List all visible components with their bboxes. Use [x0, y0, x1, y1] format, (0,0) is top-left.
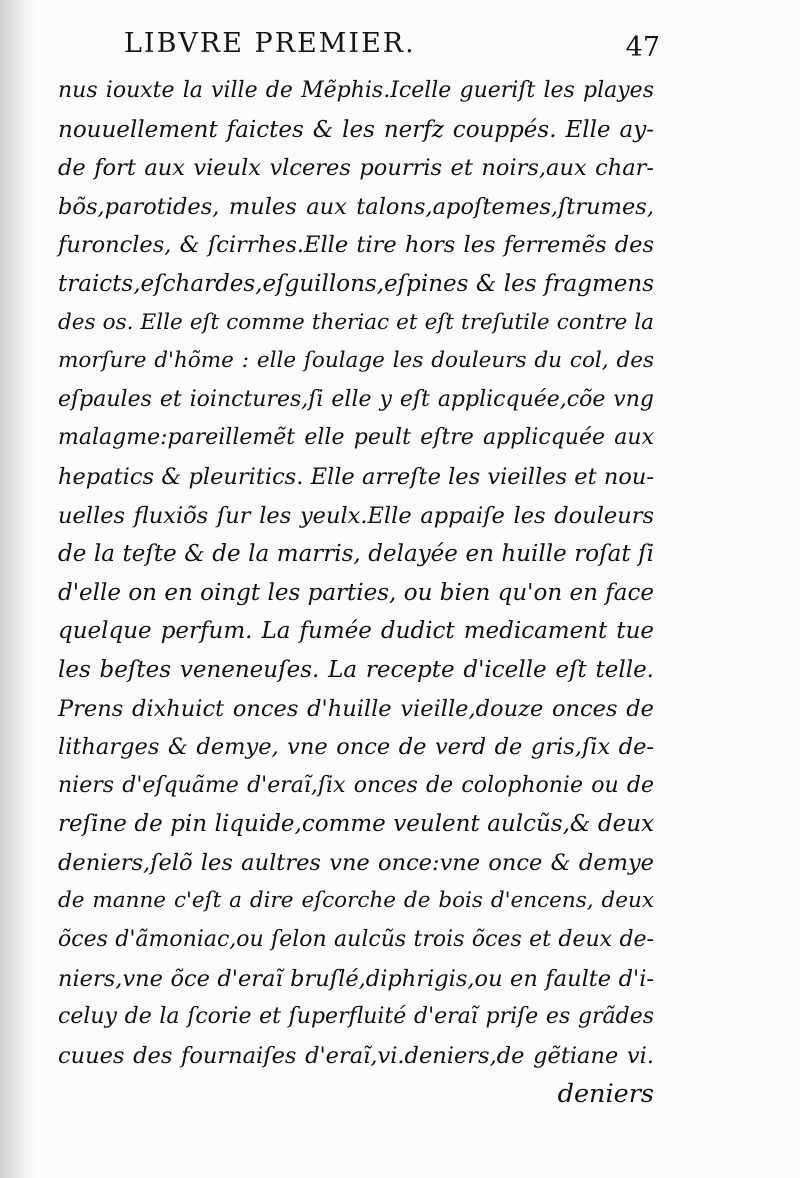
page-number: 47	[625, 32, 660, 63]
text-line: de fort aux vieulx vlceres pourris et noirs,aux char-	[58, 155, 654, 182]
page-header	[100, 28, 660, 72]
text-line: des os. Elle eſt comme theriac et eſt treſutile contre la	[58, 309, 654, 335]
text-line: litharges & demye, vne once de verd de gris,ſix de-	[58, 734, 654, 761]
text-line: cuues des fournaiſes d'eraĩ,vi.deniers,de gẽtiane vi.	[58, 1042, 654, 1069]
show-through-from-verso	[662, 230, 772, 590]
text-line: de manne c'eſt a dire eſcorche de bois d'encens, deux	[58, 888, 654, 914]
binding-gutter-shadow	[0, 0, 36, 1178]
text-line: quelque perfum. La fumée dudict medicament tue	[58, 618, 654, 645]
text-line: les beſtes veneneuſes. La recepte d'icelle eſt telle.	[58, 656, 654, 683]
text-line: eſpaules et ioinctures,ſi elle y eſt applicquée,cõe vng	[58, 386, 654, 412]
text-line: nus iouxte la ville de Mẽphis.Icelle gueriſt les playes	[58, 78, 654, 103]
text-line: niers,vne õce d'eraĩ bruſlé,diphrigis,ou en faulte d'i-	[58, 965, 654, 992]
text-line: hepatics & pleuritics. Elle arreſte les vieilles et nou-	[58, 463, 654, 490]
text-line: uelles fluxiõs ſur les yeulx.Elle appaiſe les douleurs	[58, 502, 654, 529]
text-line: bõs,parotides, mules aux talons,apoſtemes,ſtrumes,	[58, 193, 654, 220]
text-line: nouuellement faictes & les nerfz couppés. Elle ay-	[58, 116, 654, 143]
text-line: malagme:pareillemẽt elle peult eſtre applicquée aux	[58, 425, 654, 451]
text-line: Prens dixhuict onces d'huille vieille,douze onces de	[58, 695, 654, 722]
text-line: niers d'eſquãme d'eraĩ,ſix onces de colophonie ou de	[58, 772, 654, 798]
text-line: morſure d'hõme : elle ſoulage les douleurs du col, des	[58, 348, 654, 374]
body-text	[58, 72, 654, 1114]
text-line: deniers,ſelõ les aultres vne once:vne once & demye	[58, 849, 654, 876]
text-line: d'elle on en oingt les parties, ou bien qu'on en face	[58, 579, 654, 606]
text-line: traicts,eſchardes,eſguillons,eſpines & les fragmens	[58, 270, 654, 297]
text-line: õces d'ãmoniac,ou ſelon aulcũs trois õces et deux de-	[58, 927, 654, 953]
catchword: deniers	[557, 1079, 654, 1110]
text-line: celuy de la ſcorie et ſuperfluité d'eraĩ priſe es grãdes	[58, 1004, 654, 1030]
running-title: LIBVRE PREMIER.	[124, 28, 416, 59]
text-line: furoncles, & ſcirrhes.Elle tire hors les ferremẽs des	[58, 232, 654, 259]
text-line: reſine de pin liquide,comme veulent aulcũs,& deux	[58, 811, 654, 838]
text-line: de la teſte & de la marris, delayée en huille roſat ſi	[58, 541, 654, 568]
